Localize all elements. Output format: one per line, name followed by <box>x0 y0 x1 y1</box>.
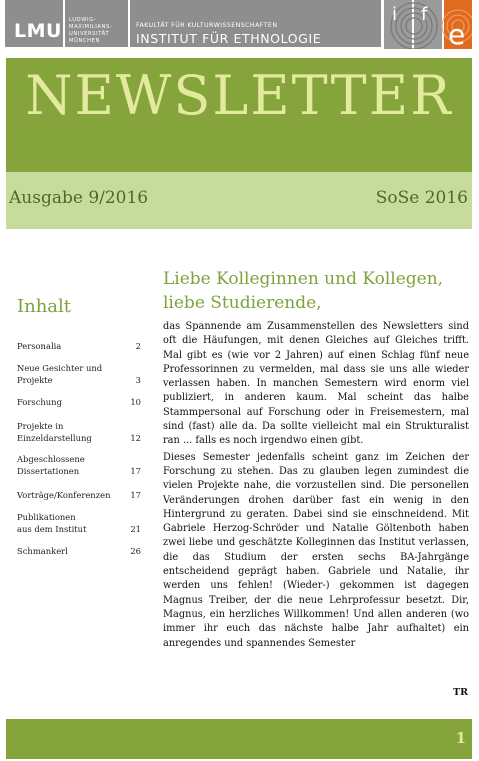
toc-title: Inhalt <box>17 296 72 317</box>
toc-item[interactable] <box>17 511 141 535</box>
toc-item[interactable] <box>17 453 141 477</box>
toc-item-label: Neue Gesichter und <box>17 363 103 373</box>
editorial-body <box>163 320 469 653</box>
toc-item[interactable] <box>17 362 141 386</box>
semester-label: SoSe 2016 <box>375 188 468 208</box>
toc-item-label: Projekte <box>17 375 53 385</box>
toc-item[interactable] <box>17 545 141 557</box>
toc-item-label: Abgeschlossene <box>17 454 85 464</box>
toc-item-page: 26 <box>130 546 141 556</box>
toc-item-page: 17 <box>130 466 141 476</box>
toc-item-page: 3 <box>135 375 141 385</box>
footer-bar <box>6 719 472 759</box>
university-line: UNIVERSITÄT <box>69 31 110 37</box>
ife-letter-e: e <box>448 18 466 49</box>
toc-item-page: 12 <box>130 433 141 443</box>
newsletter-banner <box>6 58 472 172</box>
toc-item[interactable] <box>17 420 141 444</box>
toc-item-label: Forschung <box>17 397 62 407</box>
toc-item-page: 17 <box>130 490 141 500</box>
toc-item-label: Projekte in <box>17 421 64 431</box>
ife-letter-f: f <box>421 4 428 25</box>
institute-box <box>130 0 381 47</box>
university-line: LUDWIG- <box>69 17 97 23</box>
toc-item-label: Personalia <box>17 341 62 351</box>
faculty-name: FAKULTÄT FÜR KULTURWISSENSCHAFTEN <box>136 22 278 29</box>
toc-item-page: 2 <box>135 341 141 351</box>
lmu-logo: LMU <box>14 20 62 42</box>
toc-item[interactable] <box>17 489 141 501</box>
author-signature: TR <box>453 687 468 698</box>
ife-letter-i: i <box>392 4 398 25</box>
university-name-box <box>65 0 128 47</box>
toc-item-label: Vorträge/Konferenzen <box>17 490 111 500</box>
toc-item-label: Dissertationen <box>17 466 80 476</box>
toc-item[interactable] <box>17 396 141 408</box>
issue-bar <box>6 172 472 229</box>
editorial-paragraph: das Spannende am Zusammenstellen des Newsletters sind oft die Häufungen, mit denen Gleiches auf Gleiches trifft. Mal gibt es (wie vor 2 Jahren) auf einen Schlag fünf neue Professorinnen zu vermelden, mal dass sie uns alle wieder verlassen haben. In manchen Semestern wird enorm viel publiziert, in anderen kaum. Mal scheint das halbe Stammpersonal auf Forschung oder in Freisemestern, mal sind (fast) alle da. Da sollte vielleicht mal ein Strukturalist ran ... falls es noch irgendwo einen gibt. <box>163 321 469 447</box>
toc-item-page: 10 <box>130 397 141 407</box>
issue-number: Ausgabe 9/2016 <box>9 188 149 208</box>
lmu-logo-box <box>5 0 63 47</box>
toc-item-label: aus dem Institut <box>17 524 87 534</box>
greeting <box>163 267 473 315</box>
institute-name: INSTITUT FÜR ETHNOLOGIE <box>136 31 322 46</box>
ife-logo <box>384 0 472 49</box>
newsletter-title: NEWSLETTER <box>25 64 453 127</box>
toc-item-label: Publikationen <box>17 512 76 522</box>
greeting-line: Liebe Kolleginnen und Kollegen, <box>163 269 444 289</box>
page-number: 1 <box>455 729 466 747</box>
toc-item-page: 21 <box>130 524 141 534</box>
university-line: MAXIMILIANS- <box>69 24 113 30</box>
greeting-line: liebe Studierende, <box>163 293 322 313</box>
toc-item-label: Einzeldarstellung <box>17 433 92 443</box>
editorial-paragraph: Dieses Semester jedenfalls scheint ganz im Zeichen der Forschung zu stehen. Das zu glauben legen zumindest die vielen Projekte nahe, die vorzustellen sind. Die personellen Veränderungen drohen darüber fast ein wenig in den Hintergrund zu geraten. Dabei sind sie einschneidend. Mit Gabriele Herzog-Schröder und Natalie Göltenboth haben zwei liebe und geschätzte Kolleginnen das Institut verlassen, die das Studium der ersten sechs BA-Jahrgänge entscheidend geprägt haben. Gabriele und Natalie, ihr werden uns fehlen! (Wieder-) gekommen ist dagegen Magnus Treiber, der die neue Lehrprofessur besetzt. Dir, Magnus, ein herzliches Willkommen! Und allen anderen (wo immer ihr euch das nächste halbe Jahr aufhaltet) ein anregendes und spannendes Semester <box>163 451 469 649</box>
university-line: MÜNCHEN <box>69 38 101 44</box>
toc-item[interactable] <box>17 340 141 352</box>
header-strip <box>0 0 479 50</box>
toc-item-label: Schmankerl <box>17 546 68 556</box>
